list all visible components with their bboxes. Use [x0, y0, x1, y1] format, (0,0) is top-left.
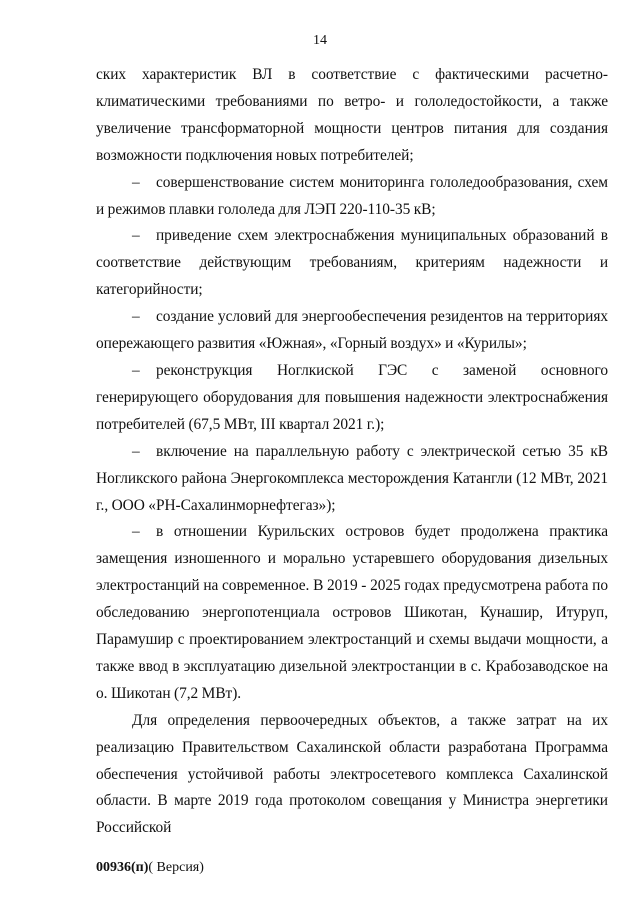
- document-version: ( Версия): [148, 860, 204, 875]
- list-item-text: приведение схем электроснабжения муниципальных образований в соответствие действующим требованиям, критериям надежности и категорийности;: [96, 227, 608, 299]
- dash-marker: –: [132, 361, 140, 379]
- dash-marker: –: [132, 442, 140, 460]
- paragraph-text: Для определения первоочередных объектов, а также затрат на их реализацию Правительством Сахалинской области разработана Программа обеспечения устойчивой работы электросетевого комплекса Сахалинской области. В марте 2019 года протоколом совещания у Министра энергетики Российской: [96, 711, 608, 837]
- document-body: [96, 62, 608, 842]
- list-item-text: реконструкция Ноглкиской ГЭС с заменой основного генерирующего оборудования для повышения надежности электроснабжения потребителей (67,5 МВт, III квартал 2021 г.);: [96, 361, 608, 433]
- list-item: [96, 223, 608, 304]
- paragraph-text: ских характеристик ВЛ в соответствие с фактическими расчетно-климатическими требованиями по ветро- и гололедостойкости, а также увеличение трансформаторной мощности центров питания для создания возможности подключения новых потребителей;: [96, 66, 608, 164]
- paragraph: [96, 708, 608, 843]
- page-number: 14: [313, 33, 327, 48]
- paragraph-continuation: [96, 62, 608, 170]
- dash-marker: –: [132, 523, 140, 541]
- list-item: [96, 519, 608, 707]
- list-item-text: в отношении Курильских островов будет продолжена практика замещения изношенного и морально устаревшего оборудования дизельных электростанций на современное. В 2019 - 2025 годах предусмотрена работа по обследованию энергопотенциала островов Шикотан, Кунашир, Итуруп, Парамушир с проектированием электростанций и схемы выдачи мощности, а также ввод в эксплуатацию дизельной электростанции в с. Крабозаводское на о. Шикотан (7,2 МВт).: [96, 523, 608, 702]
- document-code: 00936(п): [96, 860, 149, 875]
- list-item-text: создание условий для энергообеспечения резидентов на территориях опережающего развития «Южная», «Горный воздух» и «Курилы»;: [96, 308, 608, 353]
- document-footer: [96, 860, 204, 876]
- list-item-text: включение на параллельную работу с электрической сетью 35 кВ Ногликского района Энергокомплекса месторождения Катангли (12 МВт, 2021 г., ООО «РН-Сахалинморнефтегаз»);: [96, 442, 608, 514]
- dash-marker: –: [132, 227, 140, 245]
- list-item: [96, 358, 608, 439]
- list-item: [96, 304, 608, 358]
- list-item-text: совершенствование систем мониторинга гололедообразования, схем и режимов плавки гололеда для ЛЭП 220-110-35 кВ;: [96, 173, 608, 218]
- dash-marker: –: [132, 173, 140, 191]
- list-item: [96, 439, 608, 520]
- list-item: [96, 170, 608, 224]
- dash-marker: –: [132, 308, 140, 326]
